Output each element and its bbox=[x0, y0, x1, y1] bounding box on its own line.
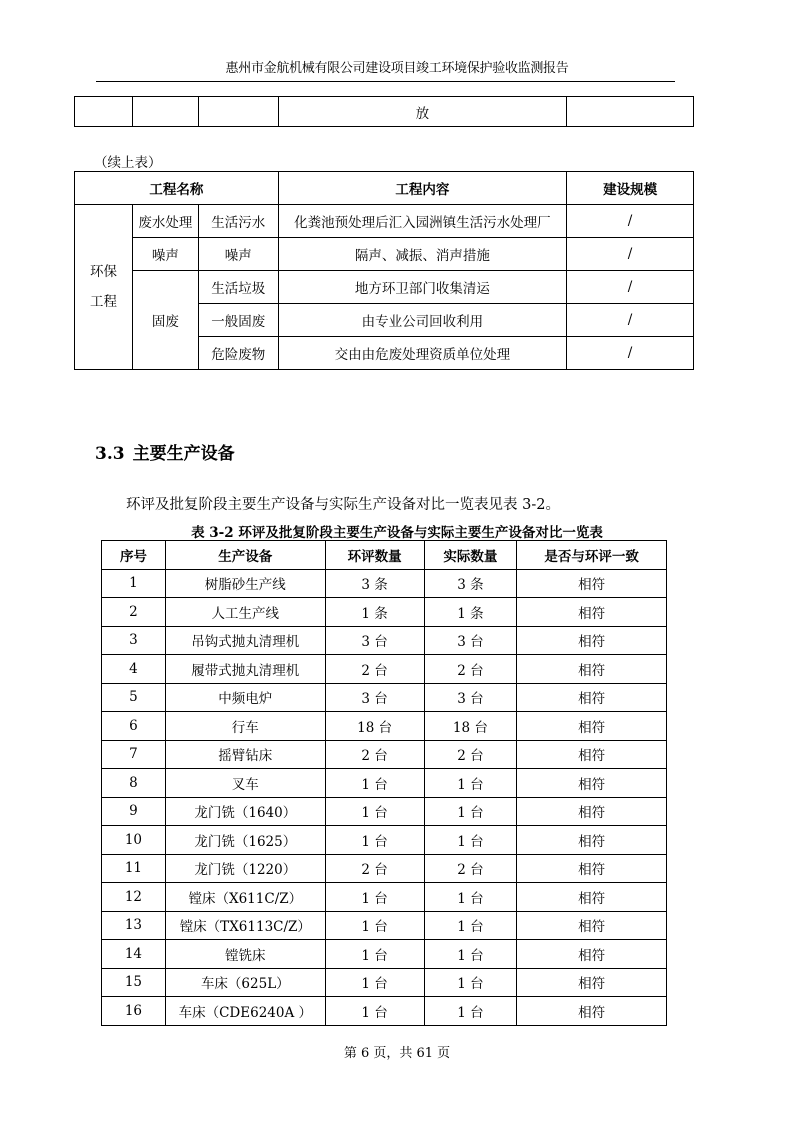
section-heading bbox=[95, 439, 235, 464]
table-cell: 相符 bbox=[517, 712, 667, 741]
table-cell: 10 bbox=[102, 826, 166, 855]
table-cell: 1 台 bbox=[325, 911, 424, 940]
table-cell: 相符 bbox=[517, 769, 667, 798]
header-cell: 实际数量 bbox=[424, 541, 517, 570]
table-cell: 叉车 bbox=[165, 769, 325, 798]
table-cell: 18 台 bbox=[424, 712, 517, 741]
table-row bbox=[102, 569, 667, 598]
table-cell: 13 bbox=[102, 911, 166, 940]
table-cell: 1 台 bbox=[325, 826, 424, 855]
table-cell bbox=[132, 97, 198, 127]
table-cell: 1 台 bbox=[325, 968, 424, 997]
table-cell: 相符 bbox=[517, 968, 667, 997]
content-cell: 隔声、减振、消声措施 bbox=[278, 238, 566, 271]
table-row bbox=[102, 712, 667, 741]
item-cell: 危险废物 bbox=[198, 337, 278, 370]
table-cell: 2 台 bbox=[424, 655, 517, 684]
header-divider bbox=[96, 81, 675, 82]
table-row bbox=[102, 598, 667, 627]
table-cell: 相符 bbox=[517, 598, 667, 627]
table-row bbox=[102, 997, 667, 1026]
table-cell: 14 bbox=[102, 940, 166, 969]
table-row bbox=[102, 797, 667, 826]
table-cell bbox=[75, 97, 133, 127]
header-construction-scale: 建设规模 bbox=[567, 172, 694, 205]
scale-cell: / bbox=[567, 271, 694, 304]
engineering-table bbox=[74, 171, 694, 370]
table-cell: 镗铣床 bbox=[165, 940, 325, 969]
scale-cell: / bbox=[567, 238, 694, 271]
table-cell: 人工生产线 bbox=[165, 598, 325, 627]
table-cell: 5 bbox=[102, 683, 166, 712]
table-cell: 1 台 bbox=[424, 826, 517, 855]
table-cell: 镗床（X611C/Z） bbox=[165, 883, 325, 912]
table-cell: 1 台 bbox=[424, 997, 517, 1026]
page-footer: 第 6 页，共 61 页 bbox=[343, 1046, 451, 1061]
group-cell: 噪声 bbox=[132, 238, 198, 271]
table-cell: 11 bbox=[102, 854, 166, 883]
table-cell: 相符 bbox=[517, 911, 667, 940]
content-cell: 化粪池预处理后汇入园洲镇生活污水处理厂 bbox=[278, 205, 566, 238]
table-row bbox=[102, 826, 667, 855]
table-row bbox=[102, 911, 667, 940]
table-cell: 相符 bbox=[517, 826, 667, 855]
table-cell: 12 bbox=[102, 883, 166, 912]
header-cell: 环评数量 bbox=[325, 541, 424, 570]
table-row bbox=[102, 740, 667, 769]
group-cell: 废水处理 bbox=[132, 205, 198, 238]
table-cell: 15 bbox=[102, 968, 166, 997]
table-cell: 1 bbox=[102, 569, 166, 598]
table-cell: 2 台 bbox=[325, 655, 424, 684]
table-cell: 3 台 bbox=[424, 626, 517, 655]
table-cell: 行车 bbox=[165, 712, 325, 741]
table-cell: 履带式抛丸清理机 bbox=[165, 655, 325, 684]
content-cell: 由专业公司回收利用 bbox=[278, 304, 566, 337]
category-label: 环保工程 bbox=[89, 264, 117, 310]
table-cell: 2 台 bbox=[325, 740, 424, 769]
item-cell: 一般固废 bbox=[198, 304, 278, 337]
equipment-table-body bbox=[102, 569, 667, 1025]
table-caption: 表 3-2 环评及批复阶段主要生产设备与实际主要生产设备对比一览表 bbox=[191, 525, 603, 541]
table-cell bbox=[198, 97, 278, 127]
content-cell: 地方环卫部门收集清运 bbox=[278, 271, 566, 304]
body-paragraph: 环评及批复阶段主要生产设备与实际生产设备对比一览表见表 3-2。 bbox=[126, 497, 560, 513]
table-cell: 1 台 bbox=[424, 968, 517, 997]
scale-cell: / bbox=[567, 304, 694, 337]
table-cell: 3 条 bbox=[325, 569, 424, 598]
table-cell: 2 台 bbox=[325, 854, 424, 883]
table-cell: 1 台 bbox=[424, 911, 517, 940]
section-number: 3.3 bbox=[95, 444, 125, 464]
table-cell bbox=[567, 97, 694, 127]
table-cell: 龙门铣（1220） bbox=[165, 854, 325, 883]
item-cell: 生活污水 bbox=[198, 205, 278, 238]
header-engineering-name: 工程名称 bbox=[75, 172, 279, 205]
header-cell: 生产设备 bbox=[165, 541, 325, 570]
table-cell: 相符 bbox=[517, 626, 667, 655]
table-cell: 龙门铣（1640） bbox=[165, 797, 325, 826]
table-cell: 1 台 bbox=[325, 940, 424, 969]
table-cell: 车床（CDE6240A ） bbox=[165, 997, 325, 1026]
group-cell: 固废 bbox=[132, 271, 198, 370]
table-cell: 相符 bbox=[517, 940, 667, 969]
table-cell: 相符 bbox=[517, 854, 667, 883]
header-engineering-content: 工程内容 bbox=[278, 172, 566, 205]
table-cell: 车床（625L） bbox=[165, 968, 325, 997]
table-cell: 2 台 bbox=[424, 740, 517, 769]
report-header-title: 惠州市金航机械有限公司建设项目竣工环境保护验收监测报告 bbox=[225, 61, 569, 76]
table-row bbox=[102, 968, 667, 997]
scale-cell: / bbox=[567, 205, 694, 238]
table-cell: 1 台 bbox=[325, 883, 424, 912]
table-row bbox=[102, 854, 667, 883]
table-cell: 3 条 bbox=[424, 569, 517, 598]
table-cell: 1 台 bbox=[325, 797, 424, 826]
table-row bbox=[102, 655, 667, 684]
table-cell: 3 台 bbox=[325, 626, 424, 655]
table-cell: 7 bbox=[102, 740, 166, 769]
table-cell: 16 bbox=[102, 997, 166, 1026]
previous-table-tail bbox=[74, 96, 694, 127]
equipment-table bbox=[101, 540, 667, 1026]
table-cell: 镗床（TX6113C/Z） bbox=[165, 911, 325, 940]
table-cell: 放 bbox=[278, 97, 567, 127]
header-cell: 是否与环评一致 bbox=[517, 541, 667, 570]
table-cell: 2 台 bbox=[424, 854, 517, 883]
table-cell: 1 条 bbox=[325, 598, 424, 627]
table-cell: 1 台 bbox=[325, 997, 424, 1026]
table-cell: 3 台 bbox=[325, 683, 424, 712]
scale-cell: / bbox=[567, 337, 694, 370]
table-cell: 3 台 bbox=[424, 683, 517, 712]
table-cell: 摇臂钻床 bbox=[165, 740, 325, 769]
table-cell: 1 条 bbox=[424, 598, 517, 627]
table-cell: 18 台 bbox=[325, 712, 424, 741]
table-cell: 相符 bbox=[517, 683, 667, 712]
table-cell: 1 台 bbox=[424, 940, 517, 969]
table-cell: 9 bbox=[102, 797, 166, 826]
table-cell: 树脂砂生产线 bbox=[165, 569, 325, 598]
table-row bbox=[75, 271, 694, 304]
continued-label: （续上表） bbox=[94, 155, 162, 171]
item-cell: 噪声 bbox=[198, 238, 278, 271]
table-cell: 6 bbox=[102, 712, 166, 741]
table-cell: 相符 bbox=[517, 569, 667, 598]
table-row bbox=[102, 626, 667, 655]
table-cell: 1 台 bbox=[424, 883, 517, 912]
table-cell: 1 台 bbox=[424, 797, 517, 826]
table-cell: 龙门铣（1625） bbox=[165, 826, 325, 855]
table-row bbox=[75, 205, 694, 238]
table-row bbox=[75, 238, 694, 271]
table-cell: 相符 bbox=[517, 655, 667, 684]
category-cell bbox=[75, 205, 133, 370]
table-cell: 3 bbox=[102, 626, 166, 655]
table-cell: 1 台 bbox=[325, 769, 424, 798]
table-cell: 中频电炉 bbox=[165, 683, 325, 712]
table-cell: 相符 bbox=[517, 883, 667, 912]
table-cell: 2 bbox=[102, 598, 166, 627]
table-cell: 8 bbox=[102, 769, 166, 798]
section-title: 主要生产设备 bbox=[132, 444, 235, 464]
table-cell: 4 bbox=[102, 655, 166, 684]
table-header-row bbox=[75, 172, 694, 205]
item-cell: 生活垃圾 bbox=[198, 271, 278, 304]
header-cell: 序号 bbox=[102, 541, 166, 570]
table-row bbox=[75, 97, 694, 127]
table-cell: 相符 bbox=[517, 797, 667, 826]
table-cell: 吊钩式抛丸清理机 bbox=[165, 626, 325, 655]
table-header-row bbox=[102, 541, 667, 570]
content-cell: 交由由危废处理资质单位处理 bbox=[278, 337, 566, 370]
table-cell: 相符 bbox=[517, 740, 667, 769]
table-cell: 相符 bbox=[517, 997, 667, 1026]
table-cell: 1 台 bbox=[424, 769, 517, 798]
table-row bbox=[102, 940, 667, 969]
table-row bbox=[102, 683, 667, 712]
table-row bbox=[102, 883, 667, 912]
table-row bbox=[102, 769, 667, 798]
